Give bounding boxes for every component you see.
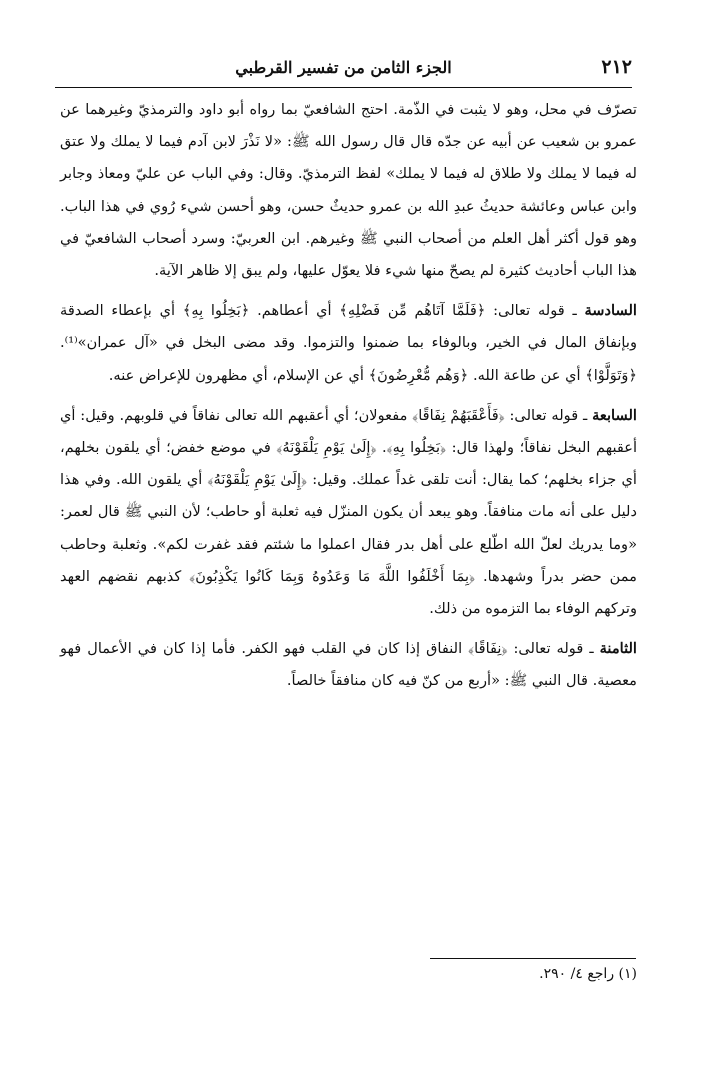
paragraph [60, 94, 637, 287]
page-number: ٢١٢ [601, 56, 632, 78]
paragraph [60, 633, 637, 697]
paragraph-text: ـ قوله تعالى: ﴿فَلَمَّا آتَاهُم مِّن فَضْلِهِ﴾ أي أعطاهم. ﴿بَخِلُوا بِهِ﴾ أي بإعطاء الصدقة وبإنفاق المال في الخير، وبالوفاء بما ضمنوا والتزموا. وقد مضى البخل في «آل عمران»⁽¹⁾. ﴿وَتَوَلَّوْا﴾ أي عن طاعة الله. ﴿وَهُم مُّعْرِضُونَ﴾ أي عن الإسلام، أي مظهرون للإعراض عنه. [60, 302, 637, 384]
page-body [60, 94, 637, 698]
running-header [55, 56, 632, 88]
paragraph [60, 295, 637, 392]
paragraph-text: ـ قوله تعالى: ﴿فَأَعْقَبَهُمْ نِفَاقًا﴾ مفعولان؛ أي أعقبهم الله تعالى نفاقاً في قلوبهم. وقيل: أي أعقبهم البخل نفاقاً؛ ولهذا قال: ﴿بَخِلُوا بِهِ﴾. ﴿إِلَىٰ يَوْمِ يَلْقَوْنَهُ﴾ في موضع خفض؛ أي يلقون بخلهم، أي جزاء بخلهم؛ كما يقال: أنت تلقى غداً عملك. وقيل: ﴿إِلَىٰ يَوْمِ يَلْقَوْنَهُ﴾ أي يلقون الله. وفي هذا دليل على أنه مات منافقاً. وهو يبعد أن يكون المنزّل فيه ثعلبة أو حاطب؛ لأن النبي ﷺ قال لعمر: «وما يدريك لعلّ الله اطّلع على أهل بدر فقال اعملوا ما شئتم فقد غفرت لكم». وثعلبة وحاطب ممن حضر بدراً وشهدها. ﴿بِمَا أَخْلَفُوا اللَّهَ مَا وَعَدُوهُ وَبِمَا كَانُوا يَكْذِبُونَ﴾ كذبهم نقضهم العهد وتركهم الوفاء بما التزموه من ذلك. [60, 406, 637, 618]
paragraph-text: ـ قوله تعالى: ﴿نِفَاقًا﴾ النفاق إذا كان في القلب فهو الكفر. فأما إذا كان في الأعمال فهو معصية. قال النبي ﷺ: «أربع من كنّ فيه كان منافقاً خالصاً. [60, 640, 637, 690]
header-rule [55, 87, 632, 88]
footnote-rule [430, 958, 636, 959]
paragraph [60, 400, 637, 625]
paragraph-text: تصرّف في محل، وهو لا يثبت في الذّمة. احتج الشافعيّ بما رواه أبو داود والترمذيّ وغيرهما عن عمرو بن شعيب عن أبيه عن جدّه قال قال رسول الله ﷺ: «لا نَذْرَ لابن آدم فيما لا يملك ولا عتق له فيما لا يملك ولا طلاق له فيما لا يملك» لفظ الترمذيّ. وقال: وفي الباب عن عليّ ومعاذ وجابر وابن عباس وعائشة حديثُ عبدِ الله بن عمرو حديثٌ حسن، وهو أحسن شيء رُوي في هذا الباب. وهو قول أكثر أهل العلم من أصحاب النبي ﷺ وغيرهم. ابن العربيّ: وسرد أصحاب الشافعيّ في هذا الباب أحاديث كثيرة لم يصحّ منها شيء فلا يعوّل عليها، ولم يبق إلا ظاهر الآية. [60, 101, 637, 280]
header-title: الجزء الثامن من تفسير القرطبي [235, 58, 452, 77]
section-label: السابعة [592, 406, 637, 424]
section-label: السادسة [584, 302, 637, 320]
section-label: الثامنة [599, 640, 637, 658]
footnote: (١) راجع ٤/ ٢٩٠. [539, 966, 637, 982]
